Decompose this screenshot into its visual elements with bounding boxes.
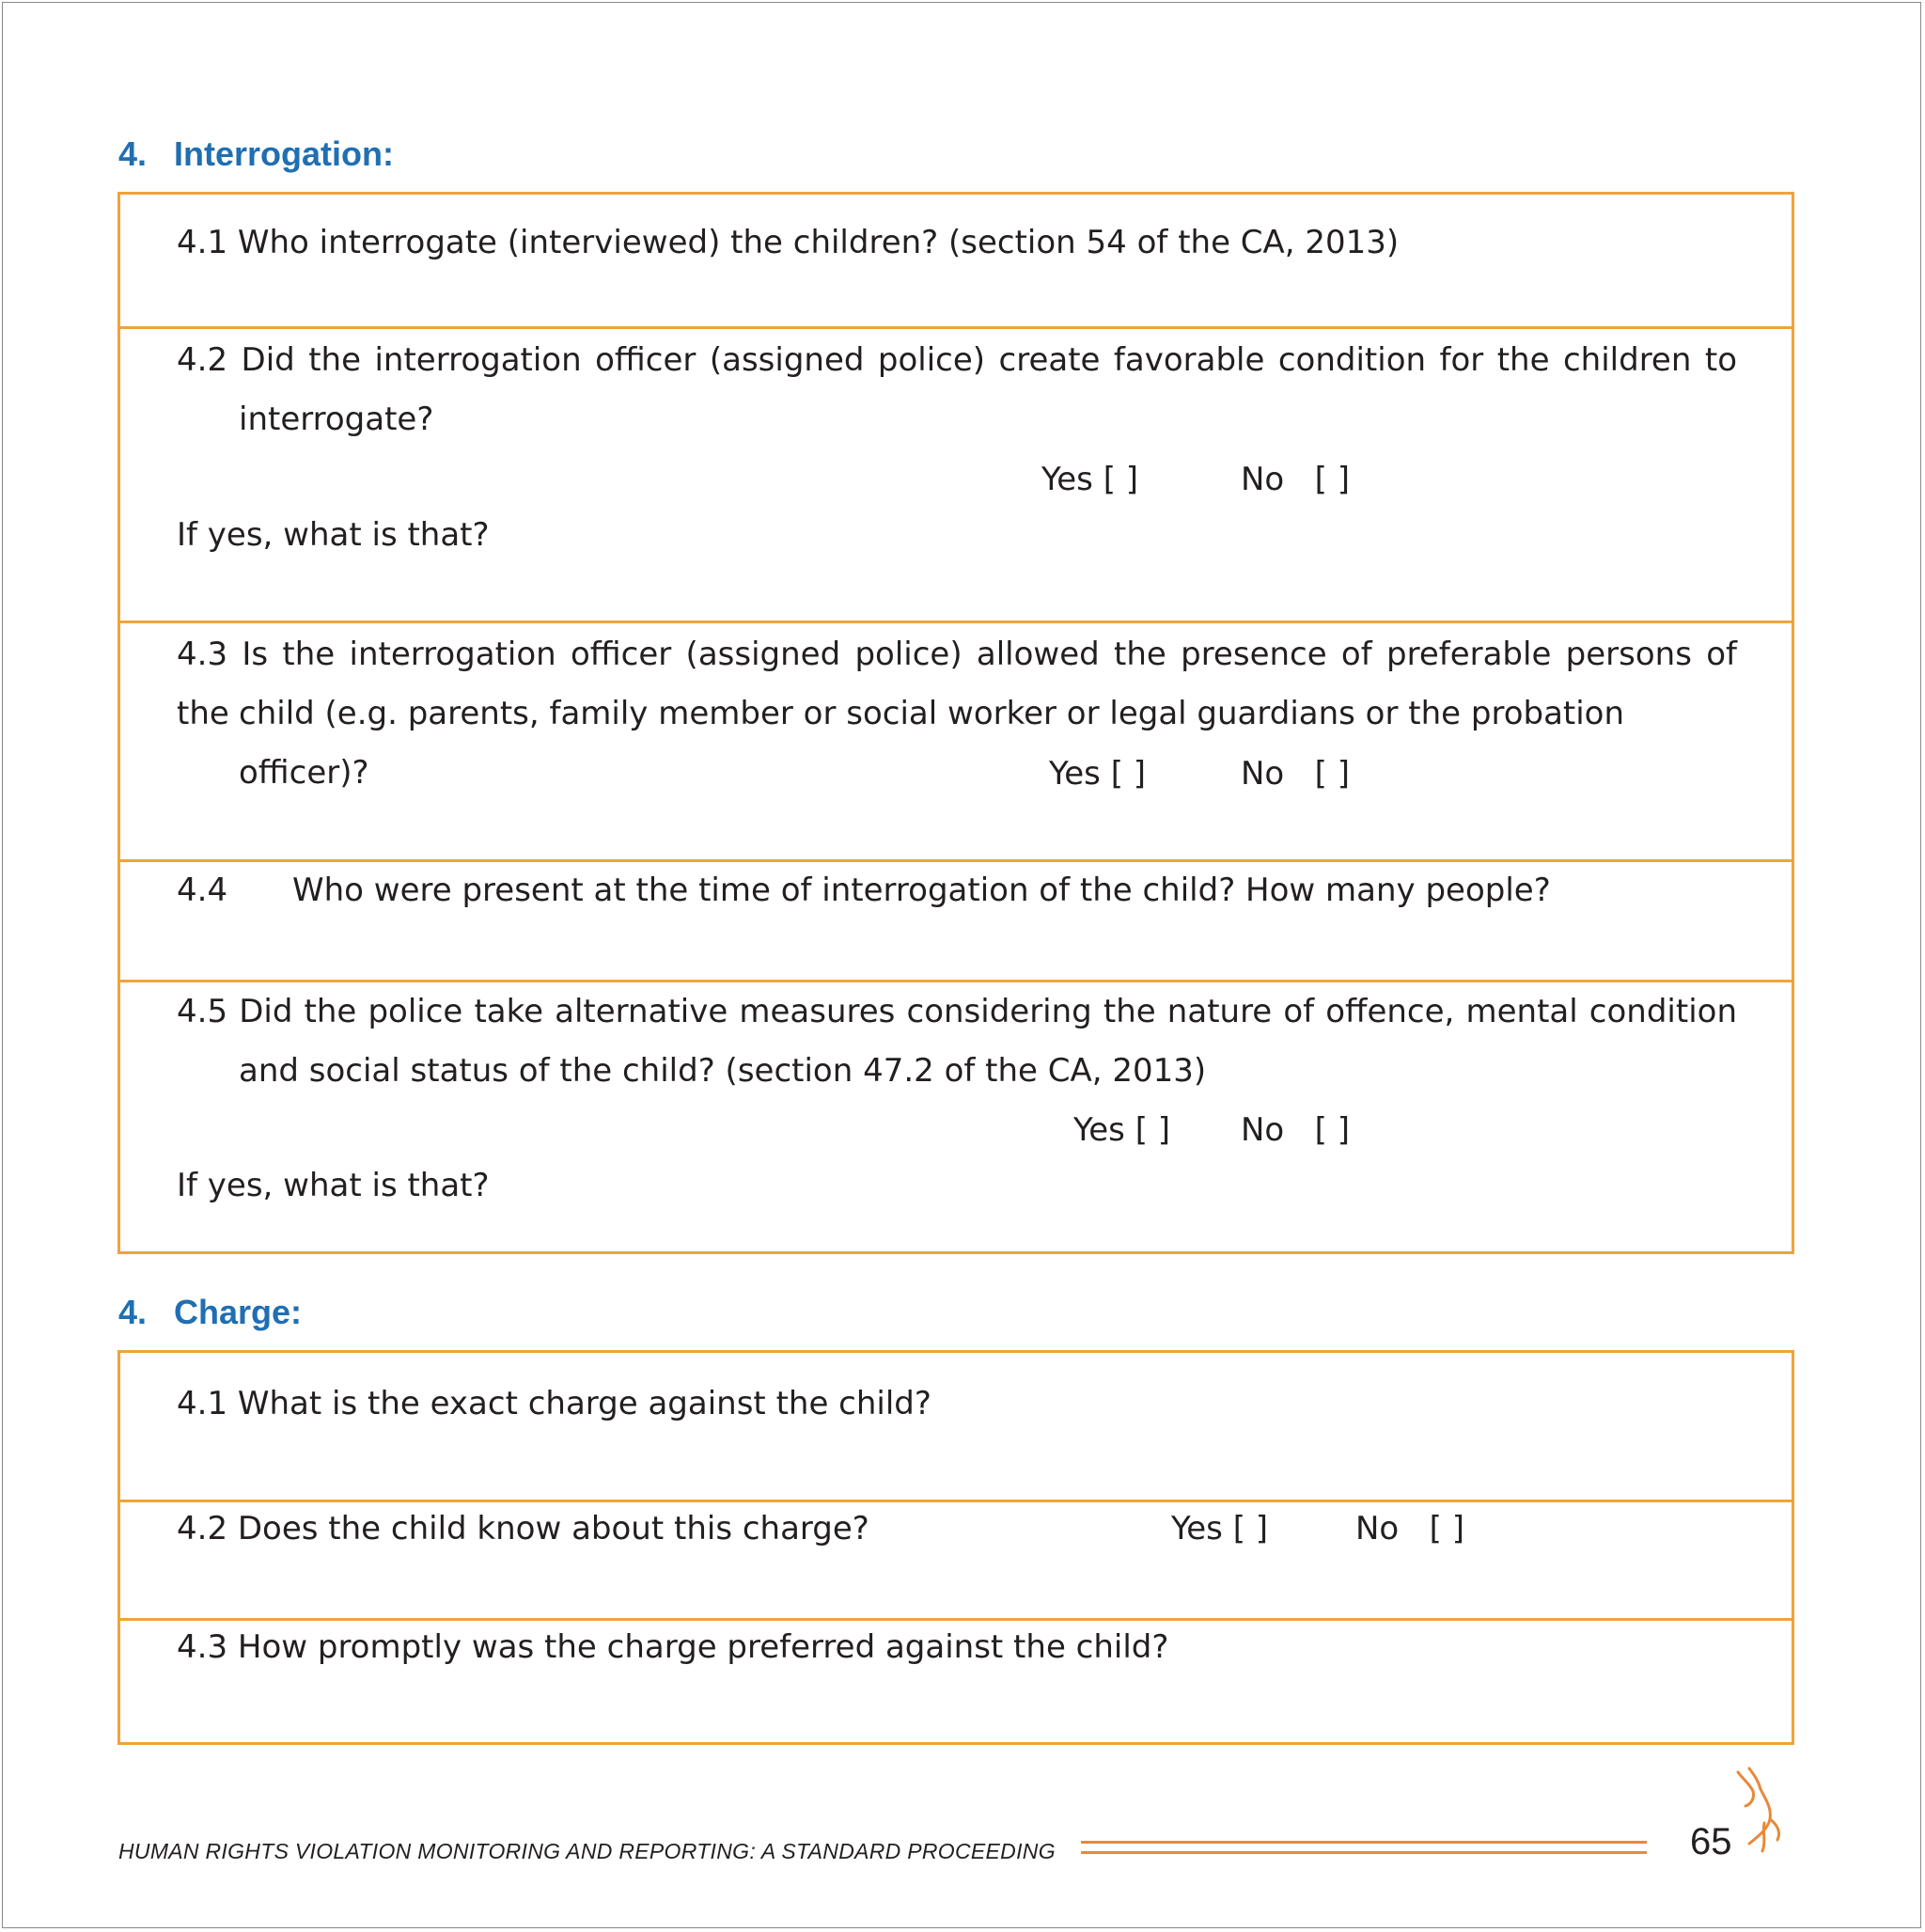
charge-form-box	[117, 1350, 1794, 1745]
yes-checkbox[interactable]: Yes [ ]	[1049, 755, 1147, 793]
question-row-4-1	[120, 195, 1792, 329]
question-text-line2: and social status of the child? (section 47.2 of the CA, 2013)	[239, 1052, 1207, 1090]
footer-rule-top	[1081, 1841, 1647, 1844]
section-title: Interrogation:	[174, 134, 394, 173]
question-number: 4.4	[177, 872, 228, 909]
question-row-4-1	[120, 1353, 1792, 1502]
question-text: 4.2 Does the child know about this charge?	[177, 1510, 869, 1547]
question-text: Who were present at the time of interrogation of the child? How many people?	[292, 872, 1551, 909]
section-number: 4.	[118, 134, 148, 173]
yes-checkbox[interactable]: Yes [ ]	[1073, 1111, 1171, 1149]
question-text-line2: interrogate?	[239, 401, 434, 438]
question-text-line1: 4.3 Is the interrogation officer (assigned police) allowed the presence of preferable persons of the	[177, 636, 1737, 732]
page-number: 65	[1690, 1821, 1732, 1862]
document-page	[2, 2, 1921, 1928]
yes-checkbox[interactable]: Yes [ ]	[1171, 1510, 1269, 1547]
followup-question: If yes, what is that?	[177, 1167, 490, 1204]
question-row-4-3	[120, 623, 1792, 862]
question-text-line1: 4.5 Did the police take alternative measures considering the nature of offence, mental condition	[177, 993, 1737, 1030]
question-row-4-4	[120, 862, 1792, 982]
section-number: 4.	[118, 1293, 148, 1331]
footer-rule-bottom	[1081, 1851, 1647, 1854]
section-heading-interrogation	[118, 135, 394, 173]
followup-question: If yes, what is that?	[177, 516, 490, 554]
section-heading-charge	[118, 1294, 302, 1331]
question-row-4-3	[120, 1621, 1792, 1742]
yes-checkbox[interactable]: Yes [ ]	[1041, 461, 1139, 498]
no-checkbox[interactable]: No [ ]	[1241, 1111, 1350, 1149]
question-text-line2: child (e.g. parents, family member or social worker or legal guardians or the probation officer)?	[239, 695, 1625, 792]
stylized-figure-logo-icon	[1730, 1767, 1787, 1861]
footer-title: HUMAN RIGHTS VIOLATION MONITORING AND REPORTING: A STANDARD PROCEEDING	[118, 1839, 1056, 1863]
no-checkbox[interactable]: No [ ]	[1241, 755, 1350, 793]
question-text-line1: 4.2 Did the interrogation officer (assigned police) create favorable condition for the children to	[177, 341, 1737, 379]
question-text: 4.3 How promptly was the charge preferred against the child?	[177, 1628, 1169, 1666]
question-row-4-2	[120, 329, 1792, 623]
interrogation-form-box	[117, 192, 1794, 1254]
question-row-4-5	[120, 982, 1792, 1251]
no-checkbox[interactable]: No [ ]	[1355, 1510, 1464, 1547]
section-title: Charge:	[174, 1293, 303, 1331]
question-text: 4.1 What is the exact charge against the child?	[177, 1385, 931, 1422]
question-text: 4.1 Who interrogate (interviewed) the children? (section 54 of the CA, 2013)	[177, 224, 1400, 261]
no-checkbox[interactable]: No [ ]	[1241, 461, 1350, 498]
question-row-4-2	[120, 1502, 1792, 1621]
